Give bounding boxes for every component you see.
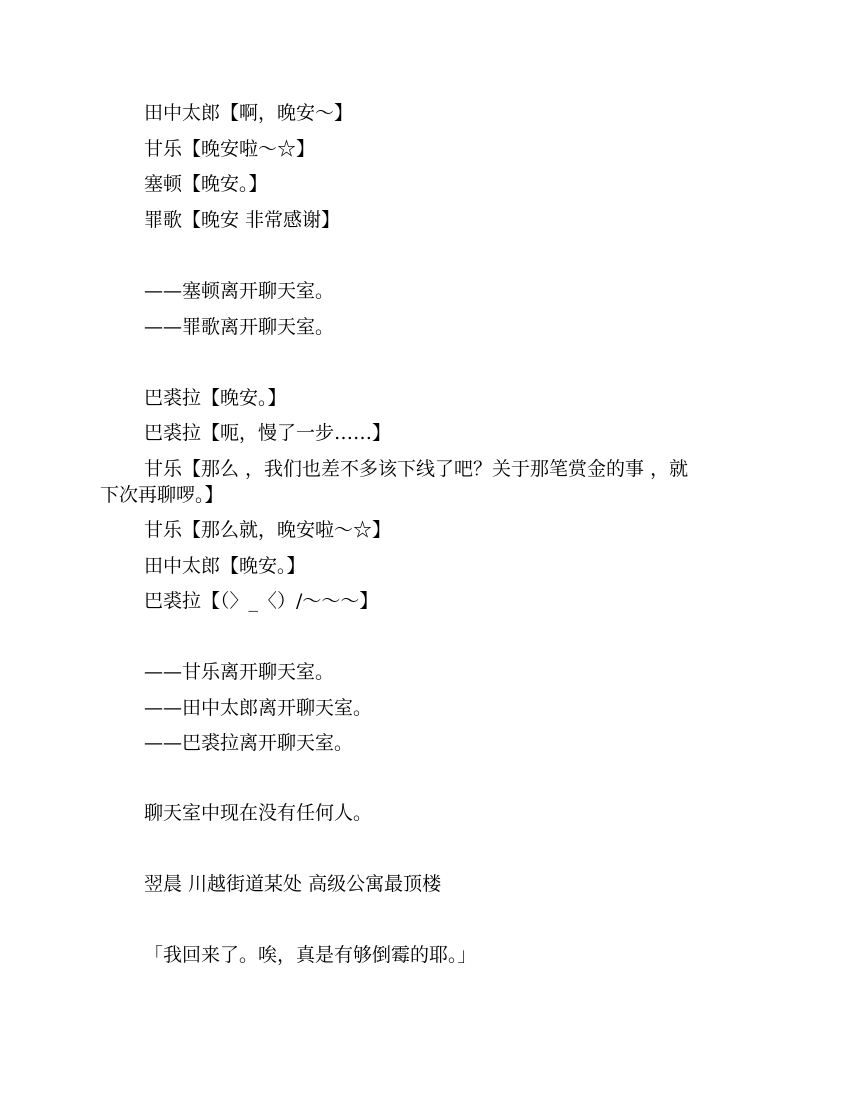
text-line: ——巴裘拉离开聊天室。 bbox=[144, 732, 354, 754]
text-line: 巴裘拉【（〉_〈）/～～～】 bbox=[144, 590, 379, 612]
text-line: ——塞顿离开聊天室。 bbox=[144, 280, 335, 302]
text-line: ——田中太郎离开聊天室。 bbox=[144, 697, 373, 719]
text-line: 甘乐【那么 ，我们也差不多该下线了吧？关于那笔赏金的事 ，就 bbox=[144, 458, 689, 480]
text-line: ——甘乐离开聊天室。 bbox=[144, 661, 335, 683]
text-line: 塞顿【晚安。】 bbox=[144, 173, 268, 195]
text-line: 聊天室中现在没有任何人。 bbox=[144, 802, 373, 824]
text-line: 田中太郎【晚安。】 bbox=[144, 555, 306, 577]
text-line: 罪歌【晚安 非常感谢】 bbox=[144, 209, 341, 231]
text-line: ——罪歌离开聊天室。 bbox=[144, 316, 335, 338]
text-line: 下次再聊啰。】 bbox=[100, 484, 224, 506]
text-line: 巴裘拉【晚安。】 bbox=[144, 387, 287, 409]
text-line: 「我回来了。唉，真是有够倒霉的耶。」 bbox=[144, 944, 477, 966]
text-line: 翌晨 川越街道某处 高级公寓最顶楼 bbox=[144, 873, 442, 895]
text-line: 甘乐【晚安啦～☆】 bbox=[144, 138, 316, 160]
text-line: 田中太郎【啊，晚安～】 bbox=[144, 102, 354, 124]
text-line: 巴裘拉【呃，慢了一步……】 bbox=[144, 422, 392, 444]
text-line: 甘乐【那么就，晚安啦～☆】 bbox=[144, 519, 392, 541]
